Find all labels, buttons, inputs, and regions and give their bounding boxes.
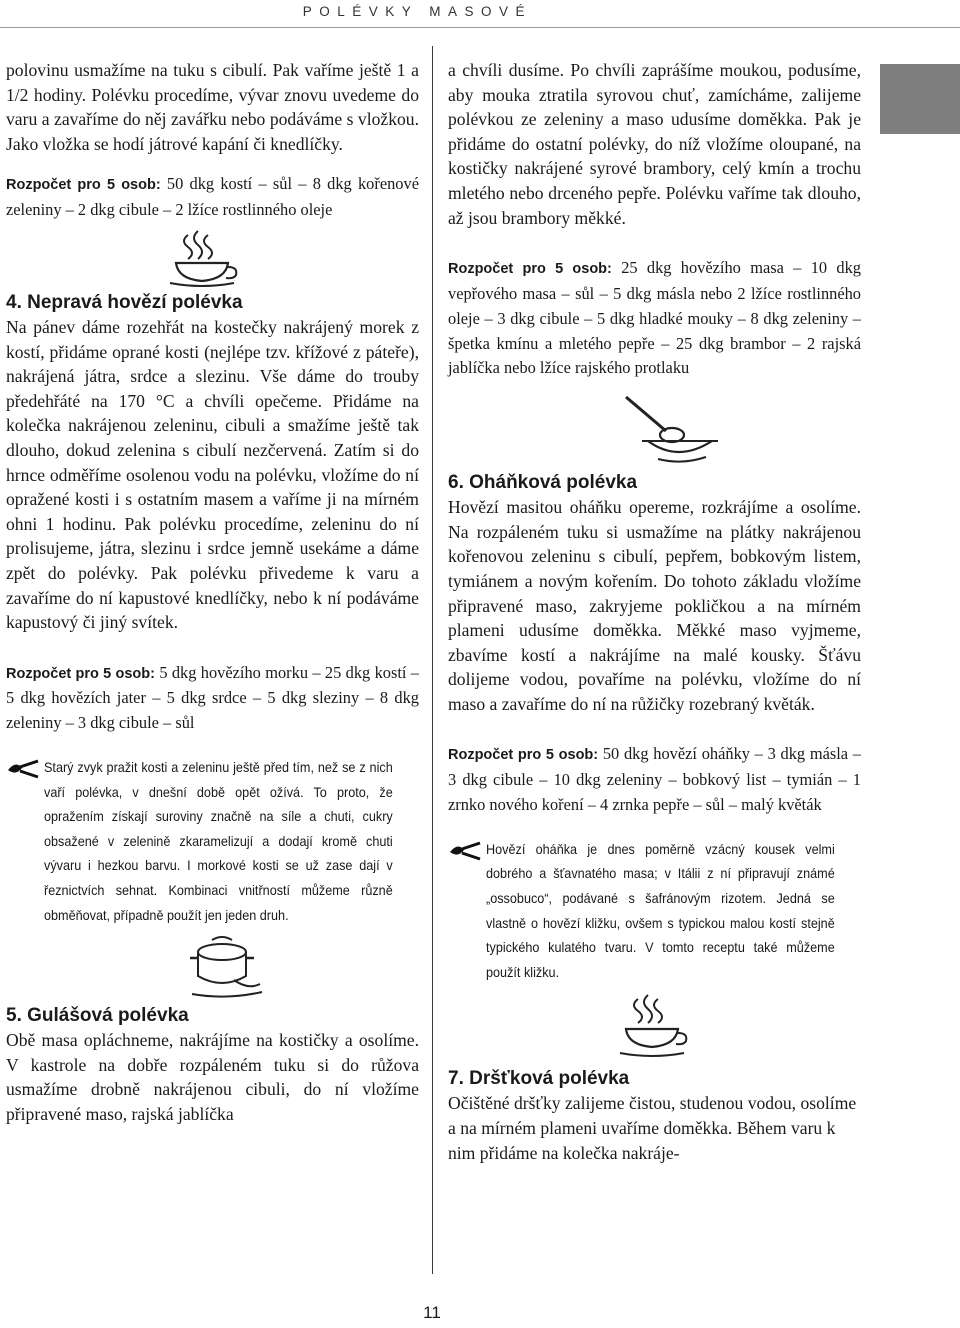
recipe-4-heading: 4. Nepravá hovězí polévka [6, 291, 243, 313]
recipe-4-body: Na pánev dáme rozehřát na kostečky nakrájený morek z kostí, přidáme oprané kosti (nejlépe tzv. křížové z páteře), nakrájená játra, srdce a slezinu. Vše dáme do trouby předehřáté na 170 °C a chvíli opečeme. Přidáme na kolečka nakrájenou zeleninu, cibuli a smažíme ještě tak dlouho, dokud zelenina s cibulí nezčervená. Zatím si do hrnce odměříme osolenou vodu na polévku, vložíme do ní opražené kosti i s ostatním masem a vaříme ji na mírném ohni 1 hodinu. Pak polévku procedíme, zeleninu do ní prolisujeme, játra, slezinu i srdce jemně usekáme a dáme zpět do polévky. Pak polévku přivedeme k varu a zavaříme do ní kapustové knedlíčky, nebo k ní podáváme kapustový či jiný svítek. [6, 316, 419, 633]
budget-label: Rozpočet pro 5 osob: [6, 665, 155, 682]
recipe-5-continuation: a chvíli dusíme. Po chvíli zaprášíme moukou, podusíme, aby mouka ztratila syrovou chuť, zamícháme, zalijeme polévkou ze zeleniny a maso udusíme doměkka. Pak je přidáme do ostatní polévky, do níž vložíme oloupané, na kostičky nakrájené syrové brambory, celý kmín a trochu mletého nebo drceného pepře. Polévku vaříme tak dlouho, až jsou brambory měkké. [448, 60, 861, 228]
budget-text: 5 dkg hovězího morku – 25 dkg kostí – 5 dkg hovězích jater – 5 dkg srdce – 5 dkg sleziny – 8 dkg zeleniny – 3 dkg cibule – sůl [6, 662, 419, 733]
recipe-6-heading: 6. Oháňková polévka [448, 472, 638, 494]
tip-spoon-icon [6, 756, 44, 785]
recipe-7-heading: 7. Dršťková polévka [448, 1068, 630, 1090]
intro-paragraph: polovinu usmažíme na tuku s cibulí. Pak vaříme ještě 1 a 1/2 hodiny. Polévku procedíme, vývar znovu uvedeme do varu a zavaříme do něj zavářku nebo podáváme s vložkou. Jako vložka se hodí játrové kapání či knedlíčky. [6, 60, 419, 154]
steaming-cup-icon [166, 227, 246, 287]
running-header: POLÉVKY MASOVÉ [302, 4, 532, 19]
tip-text: Starý zvyk pražit kosti a zeleninu ještě před tím, než se z nich vaří polévka, v dnešní době opět ožívá. To proto, že opražením získají suroviny značně na síle a chuti, cukry obsažené v zelenině zkaramelizují a dodají kromě chuti vývaru i hezkou barvu. I morkové kosti se už zase dají v řeznictvích sehnat. Kombinaci vnitřností můžeme různě obměňovat, případně použít jen jeden druh. [44, 760, 393, 923]
header-rule [0, 27, 960, 28]
budget-label: Rozpočet pro 5 osob: [448, 261, 612, 278]
recipe-6-body: Hovězí masitou oháňku opereme, rozkrájíme a osolíme. Na rozpáleném tuku si usmažíme na plátky nakrájenou kořenovou zeleninu s cibulí, pepřem, bobkovým listem, tymiánem a novým kořením. Do tohoto základu vložíme připravené maso, zakryjeme pokličkou a na mírném plameni udusíme doměkka. Měkké maso vyjmeme, zbavíme kostí a nakrájíme na malé kousky. Šťávu dolijeme vodou, povaříme na polévku, vložíme do ní maso a zavaříme do ní na růžičky rozebraný květák. [448, 497, 861, 714]
budget-text: 25 dkg hovězího masa – 10 dkg vepřového masa – sůl – 5 dkg másla nebo 2 lžíce rostlinného oleje – 3 dkg cibule – 5 dkg hladké mouky – 8 dkg zeleniny – špetka kmínu a mletého pepře – 25 dkg brambor – 2 rajská jablíčka nebo lžíce rajského protlaku [448, 258, 861, 378]
right-column [448, 58, 861, 1165]
recipe-5-budget [448, 256, 861, 381]
budget-label: Rozpočet pro 5 osob: [448, 747, 599, 764]
tip-text: Hovězí oháňka je dnes poměrně vzácný kousek velmi dobrého a šťavnatého masa; v Itálii z ní připravují známé „ossobuco“, podávané s šafránovým rizotem. Jedná se vlastně o hovězí kližku, ovšem s typickou malou kostí stejně typického kulatého tvaru. V tomto receptu také můžeme použít kližku. [486, 841, 835, 980]
budget-label: Rozpočet pro 5 osob: [6, 177, 161, 194]
recipe-6-budget [448, 742, 861, 817]
recipe-4-tip [6, 756, 419, 928]
recipe-7-body: Očištěné dršťky zalijeme čistou, studenou vodou, osolíme a na mírném plameni uvaříme doměkka. Během varu k nim přidáme na kolečka nakráje- [448, 1093, 857, 1163]
recipe-6-tip [448, 838, 861, 986]
recipe-5-body: Obě masa opláchneme, nakrájíme na kostičky a osolíme. V kastrole na dobře rozpáleném tuku si do růžova usmažíme drobně nakrájenou cibuli, do ní vložíme připravené maso, rajská jablíčka [6, 1030, 419, 1125]
recipe-5-heading: 5. Gulášová polévka [6, 1005, 189, 1027]
tip-spoon-icon [448, 838, 486, 867]
budget-text: 50 dkg kostí – sůl – 8 dkg kořenové zeleniny – 2 dkg cibule – 2 lžíce rostlinného oleje [6, 174, 419, 220]
ladle-bowl-icon [618, 391, 728, 465]
budget-1 [6, 172, 419, 223]
page-number: 11 [423, 1303, 441, 1322]
budget-text: 50 dkg hovězí oháňky – 3 dkg másla – 3 dkg cibule – 10 dkg zeleniny – bobkový list – tymián – 1 zrnko nového koření – 4 zrnka pepře – sůl – malý květák [448, 744, 861, 815]
soup-pot-icon [182, 936, 272, 1000]
column-divider [432, 46, 433, 1274]
chapter-tab [880, 64, 960, 134]
recipe-4-budget [6, 661, 419, 736]
steaming-cup-icon [616, 991, 696, 1059]
left-column [6, 58, 419, 1127]
